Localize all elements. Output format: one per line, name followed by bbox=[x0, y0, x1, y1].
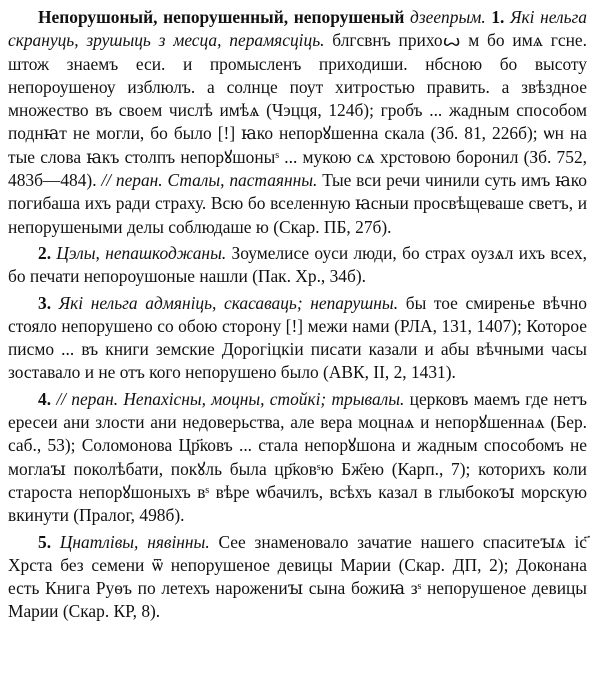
part-of-speech: дзеeпрым. bbox=[410, 7, 486, 27]
sense-1-figurative-gloss: Сталы, пастаянны. bbox=[167, 170, 318, 191]
sense-5-paragraph bbox=[8, 531, 587, 624]
sense-4-citations: церковъ маемъ где нетъ ересеи ани злости ани недоверьства, але вера моцнаѧ и непорꙋшеннаѧ (Бер. саб., 53); Соломонова Цр҃ковъ ... стала непорꙋшона и жадным способомъ не моглаꙑ поколѣбати, покꙋль была цр҃ковˢю Бж҃ею (Карп., 7); которихъ коли староста непорꙋшоныхъ вˢ вѣре ѡбачилъ, всѣхъ казал в глыбокоꙑ морскую вкинути (Пралог, 498б). bbox=[8, 388, 587, 526]
sense-2-number: 2. bbox=[38, 242, 52, 263]
sense-3-gloss: Які нельга адмяніць, скасаваць; непарушны. bbox=[58, 292, 399, 313]
sense-5-citations: Сее знаменовало зачатие нашего спаситеꙑѧ іс҃ Хрста без семени ѿ непорушеное девицы Марии (Скар. ДП, 2); Доконана есть Книга Руѳъ по летехъ нарожениꙑ сына божиꙗ зˢ непорушеное девицы Марии (Скар. КР, 8). bbox=[8, 531, 587, 622]
sense-1-paragraph bbox=[8, 6, 587, 239]
sense-4-number: 4. bbox=[38, 388, 52, 409]
sense-3-citations: бы тое смиренье вѣчно стояло непорушено со обою сторону [!] межи нами (РЛА, 131, 1407); Которое писмо ... въ книги земские Дорогіцкіи писати казали и абы вѣчными часы зоставало и не отъ кого непорушено было (АВК, II, 2, 1431). bbox=[8, 292, 587, 383]
sense-4-gloss: // перан. Непахісны, моцны, стойкі; трывалы. bbox=[56, 388, 405, 409]
headword: Непорушоный, непорушенный, непорушеный bbox=[38, 7, 405, 27]
sense-1-figurative-label: // перан. bbox=[101, 170, 163, 191]
sense-2-paragraph bbox=[8, 242, 587, 289]
sense-5-gloss: Цнатлівы, нявінны. bbox=[59, 531, 210, 552]
sense-4-paragraph bbox=[8, 388, 587, 528]
sense-1-figurative-citations: Тые вси речи чинили суть имъ ꙗко погибаша ихъ ради страху. Всю бо вселенную ꙗсныи просвѣщеваше светъ, и непорушеными делы соблюдаше ю (Скар. ПБ, 27б). bbox=[8, 170, 587, 237]
sense-2-gloss: Цэлы, непашкоджаны. bbox=[56, 242, 227, 263]
sense-2-citations: Зоумелисе оуси люди, бо страх оузѧл ихъ всех, бо печати непороушоные нашли (Пак. Хр., 34б). bbox=[8, 242, 587, 287]
sense-1-gloss: Які нельга скрануць, зрушыць з месца, перамясціць. bbox=[8, 7, 588, 51]
sense-3-paragraph bbox=[8, 292, 587, 385]
sense-1-number: 1. bbox=[491, 7, 505, 27]
sense-1-citations: блгсвнъ прихоꙍ м бо имѧ гсне. штож знаемъ еси. и промысленъ приходиши. нбсною бо высоту непороушеноу изблюлъ. а солнце поут хитростью править. а звѣздное множество въ своем числѣ имѣѧ (Чэцця, 124б); гробъ ... жадным способом поднꙗт не могли, бо было [!] ꙗко непорꙋшенна скала (Зб. 81, 226б); ѡн на тые слова ꙗкъ столпъ непорꙋшоныˢ ... мукою сѧ хрстовою боронил (Зб. 752, 483б—484). bbox=[8, 30, 587, 191]
sense-5-number: 5. bbox=[38, 531, 52, 552]
sense-3-number: 3. bbox=[38, 292, 52, 313]
